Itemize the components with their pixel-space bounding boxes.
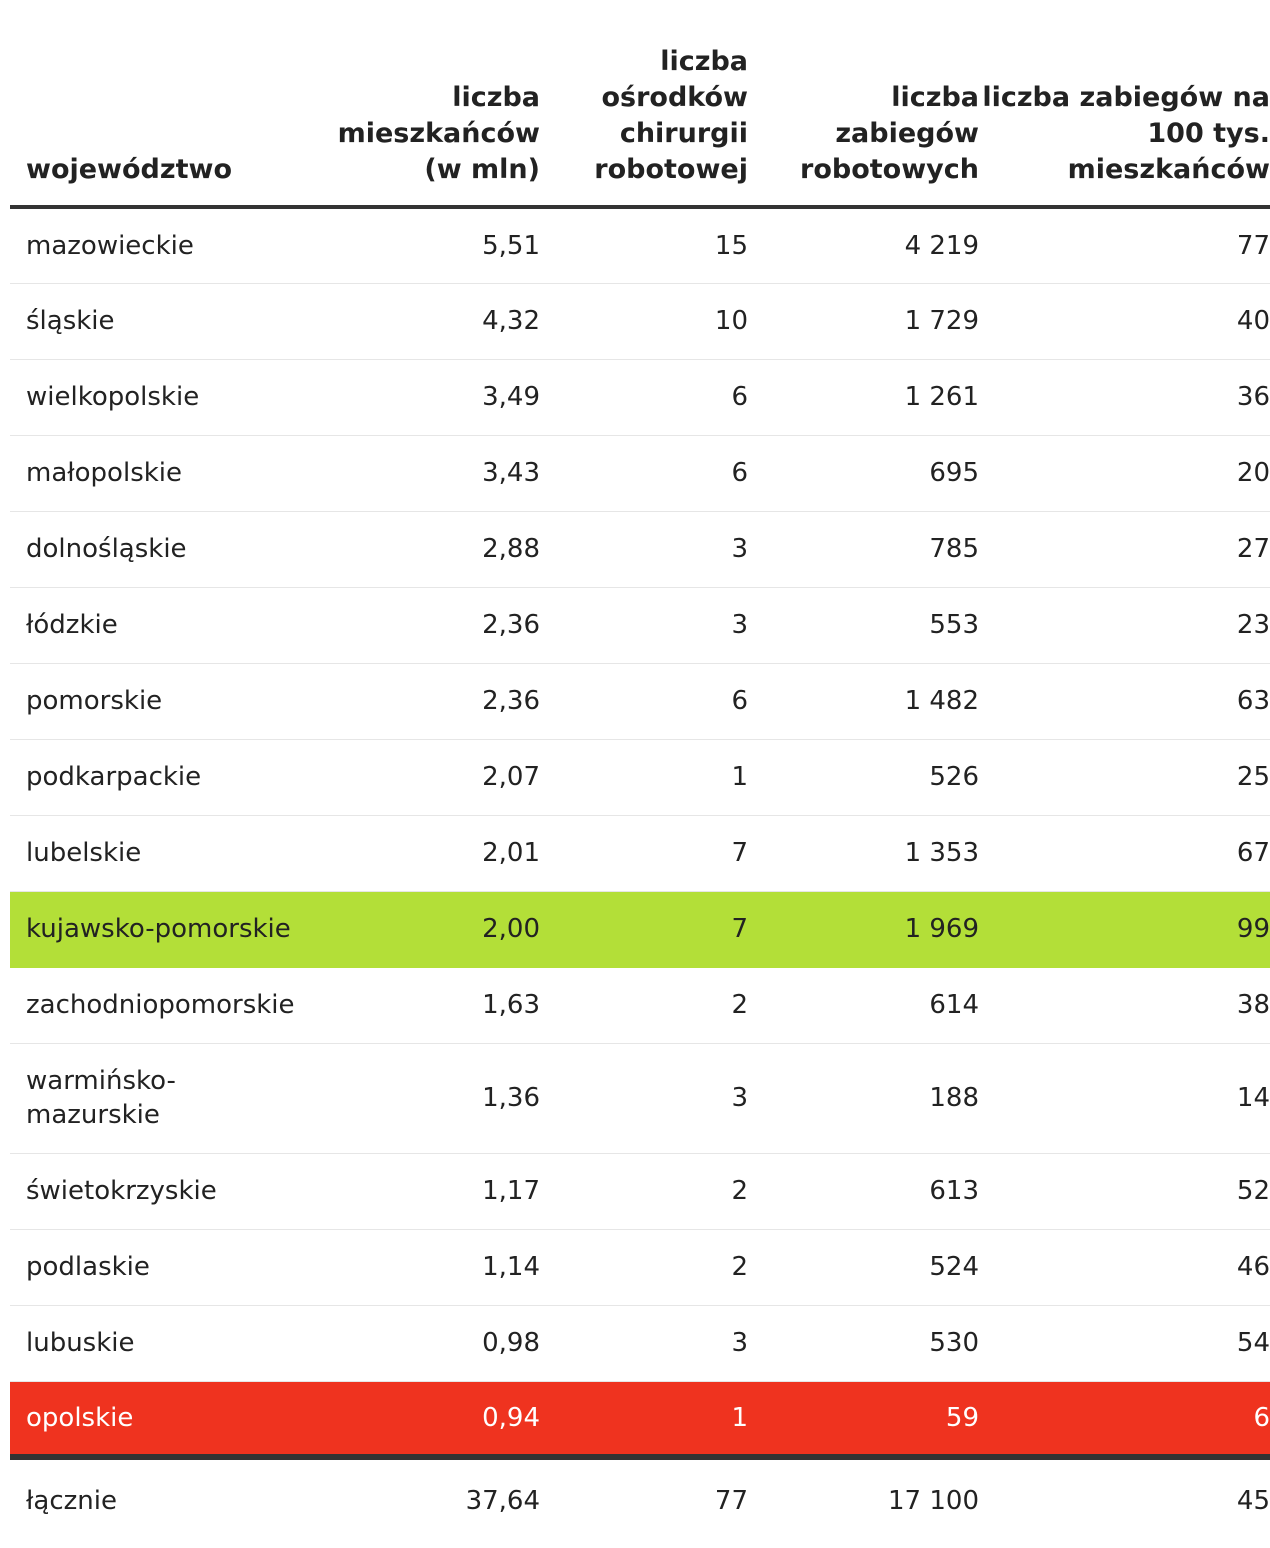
table-container [10,0,1270,1539]
cell-population: 1,36 [300,1043,540,1153]
table-row [10,815,1270,891]
cell-region: małopolskie [10,435,300,511]
cell-total-per100k: 45 [1236,1485,1270,1516]
cell-region: mazowieckie [10,207,300,283]
cell-centers: 15 [540,207,748,283]
cell-region-label: warmińsko-mazurskie [26,1066,176,1130]
cell-centers: 7 [540,891,748,967]
cell-centers: 1 [540,739,748,815]
table-row [10,739,1270,815]
cell-centers: 2 [540,1229,748,1305]
cell-procedures: 613 [748,1153,979,1229]
cell-centers: 3 [540,1305,748,1381]
cell-per100k: 77 [979,207,1270,283]
table-row [10,1229,1270,1305]
cell-population: 5,51 [300,207,540,283]
table-row [10,283,1270,359]
cell-centers: 2 [540,1153,748,1229]
table-row [10,511,1270,587]
cell-population: 0,98 [300,1305,540,1381]
table-row-total [10,1457,1270,1539]
cell-procedures: 1 261 [748,359,979,435]
cell-region: lubelskie [10,815,300,891]
cell-region: podkarpackie [10,739,300,815]
cell-population: 2,36 [300,587,540,663]
cell-procedures: 526 [748,739,979,815]
cell-per100k: 36 [979,359,1270,435]
table-row [10,1153,1270,1229]
cell-per100k: 14 [979,1043,1270,1153]
cell-procedures: 695 [748,435,979,511]
cell-population: 2,07 [300,739,540,815]
cell-total-procedures: 17 100 [888,1485,979,1516]
table-row-highlight-best [10,891,1270,967]
cell-procedures: 614 [748,967,979,1043]
cell-per100k: 25 [979,739,1270,815]
cell-region: wielkopolskie [10,359,300,435]
column-header-region: województwo [10,0,300,207]
cell-population: 2,01 [300,815,540,891]
cell-region: podlaskie [10,1229,300,1305]
cell-per100k: 99 [979,891,1270,967]
cell-population: 1,14 [300,1229,540,1305]
cell-centers: 7 [540,815,748,891]
cell-procedures: 59 [748,1381,979,1457]
cell-centers: 3 [540,587,748,663]
cell-population: 3,49 [300,359,540,435]
cell-per100k: 46 [979,1229,1270,1305]
cell-procedures: 1 729 [748,283,979,359]
cell-per100k: 54 [979,1305,1270,1381]
cell-population: 2,36 [300,663,540,739]
cell-region: opolskie [10,1381,300,1457]
cell-total-population: 37,64 [465,1485,540,1516]
regional-robotic-surgery-table [10,0,1270,1539]
table-row [10,359,1270,435]
cell-procedures: 4 219 [748,207,979,283]
table-row [10,1305,1270,1381]
table-row [10,587,1270,663]
cell-region: pomorskie [10,663,300,739]
cell-per100k: 63 [979,663,1270,739]
cell-per100k: 27 [979,511,1270,587]
table-row [10,967,1270,1043]
cell-centers: 3 [540,511,748,587]
cell-centers: 6 [540,359,748,435]
table-row [10,207,1270,283]
table-row [10,1043,1270,1153]
cell-procedures: 553 [748,587,979,663]
cell-population: 2,88 [300,511,540,587]
cell-population: 0,94 [300,1381,540,1457]
cell-region: lubuskie [10,1305,300,1381]
cell-centers: 6 [540,663,748,739]
cell-procedures: 524 [748,1229,979,1305]
table-row-highlight-worst [10,1381,1270,1457]
cell-procedures: 1 353 [748,815,979,891]
cell-population: 3,43 [300,435,540,511]
cell-per100k: 38 [979,967,1270,1043]
cell-region: świetokrzyskie [10,1153,300,1229]
table-row [10,663,1270,739]
cell-total-centers: 77 [714,1485,748,1516]
cell-population: 1,63 [300,967,540,1043]
cell-region: kujawsko-pomorskie [10,891,300,967]
cell-total-label: łącznie [26,1485,117,1516]
cell-centers: 10 [540,283,748,359]
cell-region: łódzkie [10,587,300,663]
header-row [10,0,1270,207]
cell-per100k: 40 [979,283,1270,359]
cell-region [10,1043,300,1153]
cell-procedures: 785 [748,511,979,587]
column-header-population: liczba mieszkańców (w mln) [300,0,540,207]
cell-population: 2,00 [300,891,540,967]
cell-centers: 2 [540,967,748,1043]
cell-per100k: 67 [979,815,1270,891]
cell-per100k: 52 [979,1153,1270,1229]
column-header-per100k: liczba zabiegów na 100 tys. mieszkańców [979,0,1270,207]
cell-region: śląskie [10,283,300,359]
cell-per100k: 20 [979,435,1270,511]
cell-procedures: 1 482 [748,663,979,739]
cell-population: 1,17 [300,1153,540,1229]
cell-centers: 6 [540,435,748,511]
cell-procedures: 188 [748,1043,979,1153]
cell-per100k: 23 [979,587,1270,663]
cell-per100k: 6 [979,1381,1270,1457]
cell-procedures: 1 969 [748,891,979,967]
cell-region: zachodniopomorskie [10,967,300,1043]
cell-region: dolnośląskie [10,511,300,587]
cell-centers: 1 [540,1381,748,1457]
table-row [10,435,1270,511]
column-header-procedures: liczba zabiegów robotowych [748,0,979,207]
cell-procedures: 530 [748,1305,979,1381]
cell-population: 4,32 [300,283,540,359]
cell-centers: 3 [540,1043,748,1153]
column-header-centers: liczba ośrodków chirurgii robotowej [540,0,748,207]
